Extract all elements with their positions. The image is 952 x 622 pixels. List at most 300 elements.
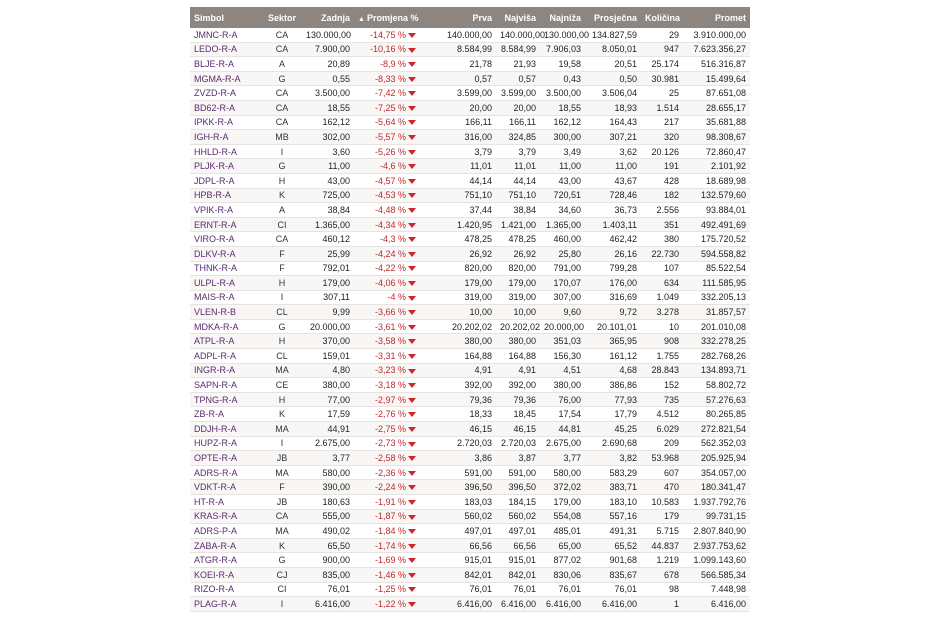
change-cell-text: -5,64 %	[374, 117, 406, 128]
down-triangle-icon	[408, 602, 416, 607]
table-row[interactable]	[190, 173, 750, 188]
high-price-cell-text: 478,25	[508, 234, 536, 245]
symbol-link-text[interactable]: HHLD-R-A	[194, 146, 238, 157]
quantity-cell	[641, 246, 683, 261]
symbol-link[interactable]	[190, 203, 262, 218]
table-row[interactable]	[190, 144, 750, 159]
symbol-link-text[interactable]: KRAS-R-A	[194, 511, 238, 522]
table-row[interactable]	[190, 363, 750, 378]
symbol-link[interactable]	[190, 246, 262, 261]
symbol-link-text[interactable]: DDJH-R-A	[194, 423, 237, 434]
last-price-cell	[302, 378, 354, 393]
turnover-cell-text: 72.860,47	[705, 146, 746, 157]
table-row[interactable]	[190, 597, 750, 612]
last-price-cell-text: 20.000,00	[309, 321, 350, 332]
down-triangle-icon	[408, 223, 416, 228]
symbol-link[interactable]	[190, 524, 262, 539]
open-price-cell-text: 21,78	[469, 58, 492, 69]
symbol-link-text[interactable]: TPNG-R-A	[194, 394, 238, 405]
last-price-cell	[302, 465, 354, 480]
symbol-link-text[interactable]: JMNC-R-A	[194, 29, 238, 40]
average-price-cell	[585, 173, 641, 188]
turnover-cell	[683, 553, 750, 568]
symbol-link[interactable]	[190, 363, 262, 378]
last-price-cell	[302, 203, 354, 218]
column-header-promjena[interactable]	[354, 7, 420, 28]
column-header-promet[interactable]	[683, 7, 750, 28]
sector-cell	[262, 173, 302, 188]
last-price-cell	[302, 246, 354, 261]
turnover-cell	[683, 305, 750, 320]
low-price-cell	[540, 159, 585, 174]
average-price-cell-text: 3,62	[619, 146, 637, 157]
low-price-cell-text: 1.365,00	[545, 219, 581, 230]
symbol-link[interactable]	[190, 159, 262, 174]
symbol-link-text[interactable]: ULPL-R-A	[194, 277, 236, 288]
symbol-link[interactable]	[190, 290, 262, 305]
high-price-cell-text: 324,85	[508, 131, 536, 142]
table-row[interactable]	[190, 246, 750, 261]
low-price-cell-text: 485,01	[553, 525, 581, 536]
turnover-cell-text: 180.341,47	[700, 482, 746, 493]
sector-cell	[262, 130, 302, 145]
symbol-link-text[interactable]: ATPL-R-A	[194, 336, 235, 347]
turnover-cell-text: 111.585,95	[702, 277, 746, 288]
column-header-najniza[interactable]	[540, 7, 585, 28]
last-price-cell-text: 307,11	[323, 292, 350, 303]
symbol-link[interactable]	[190, 188, 262, 203]
average-price-cell-text: 3,82	[619, 453, 637, 464]
change-cell-text: -1,69 %	[374, 555, 406, 566]
table-row[interactable]	[190, 42, 750, 57]
symbol-link[interactable]	[190, 319, 262, 334]
high-price-cell	[496, 334, 540, 349]
change-cell-text: -7,42 %	[374, 88, 406, 99]
table-row[interactable]	[190, 261, 750, 276]
symbol-link[interactable]	[190, 392, 262, 407]
open-price-cell-text: 164,88	[464, 350, 492, 361]
turnover-cell-text: 332.205,13	[700, 292, 746, 303]
low-price-cell	[540, 246, 585, 261]
quantity-cell	[641, 567, 683, 582]
high-price-cell	[496, 144, 540, 159]
column-header-sektor[interactable]	[262, 7, 302, 28]
column-header-simbol[interactable]	[190, 7, 262, 28]
high-price-cell-text: 11,01	[514, 161, 536, 172]
change-cell	[354, 378, 420, 393]
change-cell	[354, 480, 420, 495]
symbol-link[interactable]	[190, 495, 262, 510]
quantity-cell	[641, 261, 683, 276]
sector-cell-text: MB	[275, 131, 289, 142]
table-row[interactable]	[190, 553, 750, 568]
sector-cell-text: CE	[275, 380, 289, 391]
table-row[interactable]	[190, 392, 750, 407]
table-row[interactable]	[190, 538, 750, 553]
table-row[interactable]	[190, 305, 750, 320]
open-price-cell-text: 20.202,02	[451, 321, 492, 332]
high-price-cell	[496, 465, 540, 480]
table-row[interactable]	[190, 378, 750, 393]
table-header	[190, 7, 750, 28]
open-price-cell	[420, 57, 496, 72]
down-triangle-icon	[408, 208, 416, 213]
table-row[interactable]	[190, 509, 750, 524]
symbol-link-text[interactable]: MDKA-R-A	[194, 321, 239, 332]
last-price-cell-text: 76,01	[327, 584, 350, 595]
column-header-kolicina-label: Količina	[645, 12, 681, 23]
symbol-link[interactable]	[190, 71, 262, 86]
last-price-cell-text: 900,00	[322, 555, 350, 566]
quantity-cell	[641, 334, 683, 349]
table-row[interactable]	[190, 436, 750, 451]
sector-cell-text: A	[278, 204, 285, 215]
turnover-cell-text: 7.623.356,27	[693, 44, 746, 55]
down-triangle-icon	[408, 587, 416, 592]
high-price-cell	[496, 392, 540, 407]
symbol-link[interactable]	[190, 276, 262, 291]
change-cell-text: -1,91 %	[374, 496, 406, 507]
sector-cell	[262, 203, 302, 218]
symbol-link[interactable]	[190, 217, 262, 232]
average-price-cell-text: 11,00	[615, 161, 637, 172]
quantity-cell	[641, 28, 683, 42]
low-price-cell	[540, 407, 585, 422]
symbol-link[interactable]	[190, 553, 262, 568]
change-cell-text: -2,73 %	[374, 438, 406, 449]
last-price-cell-text: 11,00	[328, 161, 350, 172]
change-cell	[354, 144, 420, 159]
table-row[interactable]	[190, 188, 750, 203]
symbol-link-text[interactable]: ATGR-R-A	[194, 555, 237, 566]
symbol-link-text[interactable]: BLJE-R-A	[194, 58, 235, 69]
average-price-cell	[585, 305, 641, 320]
symbol-link[interactable]	[190, 582, 262, 597]
symbol-link-text[interactable]: PLAG-R-A	[194, 598, 237, 609]
down-triangle-icon	[408, 77, 416, 82]
average-price-cell-text: 45,25	[614, 423, 637, 434]
average-price-cell-text: 65,52	[614, 540, 637, 551]
symbol-link-text[interactable]: IPKK-R-A	[194, 117, 234, 128]
symbol-link-text[interactable]: ADRS-R-A	[194, 467, 238, 478]
low-price-cell	[540, 290, 585, 305]
symbol-link[interactable]	[190, 538, 262, 553]
open-price-cell	[420, 378, 496, 393]
table-row[interactable]	[190, 582, 750, 597]
symbol-link-text[interactable]: MGMA-R-A	[194, 73, 241, 84]
symbol-link[interactable]	[190, 42, 262, 57]
last-price-cell-text: 3,77	[332, 453, 350, 464]
low-price-cell-text: 17,54	[558, 409, 581, 420]
symbol-link[interactable]	[190, 407, 262, 422]
last-price-cell-text: 77,00	[327, 394, 350, 405]
table-row[interactable]	[190, 115, 750, 130]
symbol-link-text[interactable]: LEDO-R-A	[194, 44, 238, 55]
table-row[interactable]	[190, 524, 750, 539]
high-price-cell	[496, 232, 540, 247]
symbol-link[interactable]	[190, 480, 262, 495]
low-price-cell	[540, 203, 585, 218]
table-row[interactable]	[190, 28, 750, 42]
symbol-link[interactable]	[190, 465, 262, 480]
table-row[interactable]	[190, 480, 750, 495]
symbol-link[interactable]	[190, 567, 262, 582]
down-triangle-icon	[408, 369, 416, 374]
low-price-cell	[540, 378, 585, 393]
turnover-cell	[683, 582, 750, 597]
turnover-cell-text: 6.416,00	[710, 598, 746, 609]
open-price-cell	[420, 28, 496, 42]
symbol-link-text[interactable]: JDPL-R-A	[194, 175, 235, 186]
high-price-cell-text: 179,00	[508, 277, 536, 288]
change-cell	[354, 42, 420, 57]
quantity-cell-text: 44.837	[651, 540, 679, 551]
sector-cell-text: MA	[275, 423, 289, 434]
symbol-link[interactable]	[190, 597, 262, 612]
high-price-cell	[496, 480, 540, 495]
low-price-cell	[540, 305, 585, 320]
turnover-cell-text: 132.579,60	[700, 190, 746, 201]
high-price-cell	[496, 305, 540, 320]
symbol-link-text[interactable]: INGR-R-A	[194, 365, 235, 376]
table-row[interactable]	[190, 159, 750, 174]
sector-cell	[262, 422, 302, 437]
change-cell-text: -4,24 %	[374, 248, 406, 259]
average-price-cell	[585, 86, 641, 101]
symbol-link[interactable]	[190, 334, 262, 349]
symbol-link-text[interactable]: VPIK-R-A	[194, 204, 234, 215]
symbol-link-text[interactable]: HUPZ-R-A	[194, 438, 237, 449]
low-price-cell	[540, 436, 585, 451]
table-row[interactable]	[190, 567, 750, 582]
turnover-cell-text: 58.802,72	[705, 380, 746, 391]
last-price-cell-text: 44,91	[327, 423, 350, 434]
table-row[interactable]	[190, 232, 750, 247]
table-row[interactable]	[190, 100, 750, 115]
table-row[interactable]	[190, 495, 750, 510]
open-price-cell	[420, 465, 496, 480]
low-price-cell	[540, 42, 585, 57]
last-price-cell	[302, 42, 354, 57]
down-triangle-icon	[408, 120, 416, 125]
average-price-cell-text: 1.403,11	[602, 219, 637, 230]
open-price-cell	[420, 567, 496, 582]
high-price-cell-text: 2.720,03	[500, 438, 536, 449]
symbol-link[interactable]	[190, 57, 262, 72]
table-row[interactable]	[190, 86, 750, 101]
turnover-cell	[683, 246, 750, 261]
turnover-cell-text: 201.010,08	[700, 321, 746, 332]
sector-cell	[262, 246, 302, 261]
average-price-cell-text: 9,72	[619, 307, 637, 318]
turnover-cell-text: 98.308,67	[705, 131, 746, 142]
average-price-cell	[585, 509, 641, 524]
last-price-cell	[302, 144, 354, 159]
symbol-link[interactable]	[190, 349, 262, 364]
symbol-link-text[interactable]: PLJK-R-A	[194, 161, 235, 172]
last-price-cell	[302, 334, 354, 349]
sector-cell	[262, 290, 302, 305]
symbol-link[interactable]	[190, 28, 262, 42]
sector-cell-text: CI	[277, 584, 287, 595]
table-row[interactable]	[190, 57, 750, 72]
change-cell-text: -4 %	[387, 292, 406, 303]
symbol-link[interactable]	[190, 86, 262, 101]
open-price-cell-text: 478,25	[464, 234, 492, 245]
table-row[interactable]	[190, 422, 750, 437]
symbol-link[interactable]	[190, 100, 262, 115]
high-price-cell-text: 20.202,02	[500, 321, 541, 332]
column-header-najvisa-label: Najviša	[504, 12, 536, 23]
symbol-link-text[interactable]: HT-R-A	[194, 496, 224, 507]
quantity-cell-text: 182	[663, 190, 679, 201]
symbol-link-text[interactable]: KOEI-R-A	[194, 569, 235, 580]
high-price-cell	[496, 261, 540, 276]
open-price-cell-text: 751,10	[464, 190, 492, 201]
average-price-cell	[585, 144, 641, 159]
turnover-cell	[683, 451, 750, 466]
symbol-link-text[interactable]: ADRS-P-A	[194, 525, 238, 536]
symbol-link-text[interactable]: VLEN-R-B	[194, 307, 237, 318]
change-cell	[354, 553, 420, 568]
column-header-najvisa[interactable]	[496, 7, 540, 28]
table-row[interactable]	[190, 203, 750, 218]
table-row[interactable]	[190, 334, 750, 349]
average-price-cell	[585, 261, 641, 276]
table-row[interactable]	[190, 71, 750, 86]
symbol-link-text[interactable]: IGH-R-A	[194, 131, 229, 142]
symbol-link-text[interactable]: ZVZD-R-A	[194, 88, 236, 99]
last-price-cell-text: 43,00	[327, 175, 350, 186]
symbol-link-text[interactable]: MAIS-R-A	[194, 292, 235, 303]
column-header-zadnja[interactable]	[302, 7, 354, 28]
symbol-link-text[interactable]: THNK-R-A	[194, 263, 237, 274]
table-row[interactable]	[190, 217, 750, 232]
symbol-link[interactable]	[190, 115, 262, 130]
turnover-cell-text: 282.768,26	[700, 350, 746, 361]
low-price-cell	[540, 57, 585, 72]
high-price-cell-text: 164,88	[508, 350, 536, 361]
sort-up-icon: ▲	[358, 15, 365, 23]
symbol-link[interactable]	[190, 378, 262, 393]
change-cell-text: -4,3 %	[379, 234, 406, 245]
symbol-link-text[interactable]: HPB-R-A	[194, 190, 232, 201]
table-row[interactable]	[190, 407, 750, 422]
quantity-cell	[641, 232, 683, 247]
symbol-link[interactable]	[190, 436, 262, 451]
symbol-link-text[interactable]: DLKV-R-A	[194, 248, 236, 259]
sector-cell-text: MA	[275, 467, 289, 478]
column-header-kolicina[interactable]	[641, 7, 683, 28]
symbol-link[interactable]	[190, 173, 262, 188]
symbol-link-text[interactable]: VDKT-R-A	[194, 482, 237, 493]
quantity-cell-text: 1.755	[656, 350, 679, 361]
symbol-link-text[interactable]: ADPL-R-A	[194, 350, 237, 361]
column-header-sektor-label: Sektor	[267, 12, 296, 23]
down-triangle-icon	[408, 252, 416, 257]
average-price-cell	[585, 290, 641, 305]
symbol-link-text[interactable]: ZABA-R-A	[194, 540, 237, 551]
average-price-cell-text: 365,95	[609, 336, 637, 347]
last-price-cell-text: 380,00	[322, 380, 350, 391]
change-cell	[354, 582, 420, 597]
sector-cell	[262, 217, 302, 232]
table-row[interactable]	[190, 130, 750, 145]
column-header-prosjecna-label: Prosječna	[593, 12, 637, 23]
last-price-cell	[302, 28, 354, 42]
symbol-link[interactable]	[190, 144, 262, 159]
turnover-cell-text: 7.448,98	[710, 584, 746, 595]
symbol-link[interactable]	[190, 130, 262, 145]
average-price-cell	[585, 188, 641, 203]
table-row[interactable]	[190, 465, 750, 480]
symbol-link[interactable]	[190, 451, 262, 466]
symbol-link[interactable]	[190, 509, 262, 524]
average-price-cell	[585, 57, 641, 72]
quantity-cell-text: 2.556	[656, 204, 679, 215]
symbol-link[interactable]	[190, 261, 262, 276]
symbol-link-text[interactable]: BD62-R-A	[194, 102, 236, 113]
high-price-cell	[496, 100, 540, 115]
turnover-cell-text: 87.651,08	[705, 88, 746, 99]
symbol-link[interactable]	[190, 232, 262, 247]
quantity-cell-text: 1.514	[656, 102, 679, 113]
table-row[interactable]	[190, 276, 750, 291]
symbol-link-text[interactable]: VIRO-R-A	[194, 234, 235, 245]
sector-cell-text: CA	[275, 88, 289, 99]
high-price-cell	[496, 217, 540, 232]
high-price-cell-text: 396,50	[508, 482, 536, 493]
open-price-cell-text: 76,01	[469, 584, 492, 595]
table-row[interactable]	[190, 319, 750, 334]
table-row[interactable]	[190, 349, 750, 364]
symbol-link-text[interactable]: ERNT-R-A	[194, 219, 237, 230]
high-price-cell-text: 18,45	[513, 409, 536, 420]
symbol-link[interactable]	[190, 422, 262, 437]
symbol-link-text[interactable]: ZB-R-A	[194, 409, 224, 420]
table-row[interactable]	[190, 290, 750, 305]
open-price-cell	[420, 115, 496, 130]
sector-cell-text: I	[280, 292, 284, 303]
high-price-cell	[496, 203, 540, 218]
last-price-cell-text: 490,02	[322, 525, 350, 536]
open-price-cell-text: 166,11	[465, 117, 492, 128]
quantity-cell-text: 53.968	[651, 453, 679, 464]
change-cell	[354, 436, 420, 451]
change-cell-text: -4,34 %	[374, 219, 406, 230]
symbol-link-text[interactable]: RIZO-R-A	[194, 584, 234, 595]
symbol-link-text[interactable]: OPTE-R-A	[194, 453, 238, 464]
quantity-cell	[641, 173, 683, 188]
open-price-cell-text: 380,00	[464, 336, 492, 347]
sector-cell	[262, 538, 302, 553]
column-header-prosjecna[interactable]	[585, 7, 641, 28]
low-price-cell	[540, 319, 585, 334]
last-price-cell	[302, 188, 354, 203]
quantity-cell-text: 10	[668, 321, 679, 332]
average-price-cell-text: 20,51	[614, 58, 637, 69]
sector-cell	[262, 115, 302, 130]
last-price-cell	[302, 130, 354, 145]
column-header-prva[interactable]	[420, 7, 496, 28]
table-row[interactable]	[190, 451, 750, 466]
turnover-cell-text: 28.655,17	[705, 102, 746, 113]
symbol-link-text[interactable]: SAPN-R-A	[194, 380, 238, 391]
turnover-cell-text: 15.499,64	[705, 73, 746, 84]
quantity-cell	[641, 159, 683, 174]
open-price-cell	[420, 42, 496, 57]
symbol-link[interactable]	[190, 305, 262, 320]
